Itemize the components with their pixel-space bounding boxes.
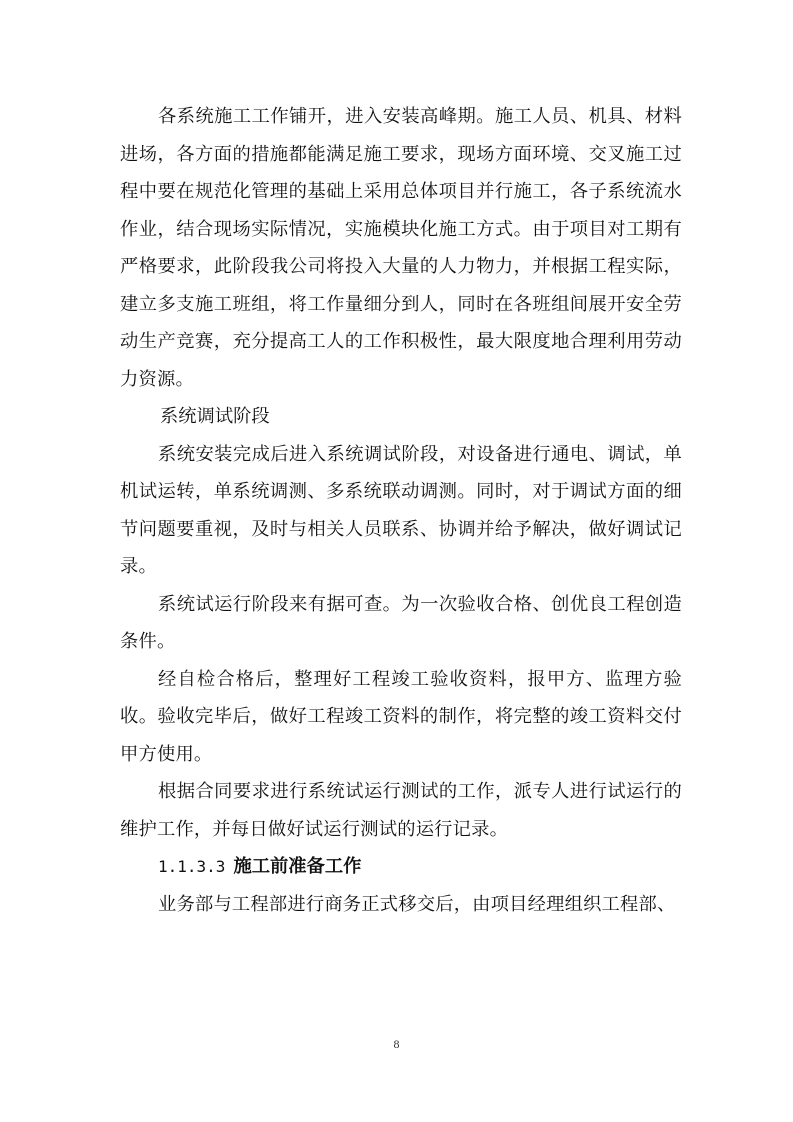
- paragraph-handover: 业务部与工程部进行商务正式移交后，由项目经理组织工程部、: [158, 893, 676, 915]
- section-heading: [120, 848, 682, 886]
- document-page: [120, 98, 682, 923]
- paragraph-system-debugging: 系统安装完成后进入系统调试阶段，对设备进行通电、调试，单机试运转，单系统调测、多系统联动调测。同时，对于调试方面的细节问题要重视，及时与相关人员联系、协调并给予解决，做好调试记录。: [120, 443, 682, 577]
- paragraph-acceptance: 经自检合格后，整理好工程竣工验收资料，报甲方、监理方验收。验收完毕后，做好工程竣工资料的制作，将完整的竣工资料交付甲方使用。: [120, 668, 682, 765]
- subheading-system-debugging: 系统调试阶段: [160, 406, 270, 427]
- paragraph-trial-run: 系统试运行阶段来有据可查。为一次验收合格、创优良工程创造条件。: [120, 593, 682, 652]
- paragraph-installation-peak: 各系统施工工作铺开，进入安装高峰期。施工人员、机具、材料进场，各方面的措施都能满足施工要求，现场方面环境、交叉施工过程中要在规范化管理的基础上采用总体项目并行施工，各子系统流水作业，结合现场实际情况，实施模块化施工方式。由于项目对工期有严格要求，此阶段我公司将投入大量的人力物力，并根据工程实际，建立多支施工班组，将工作量细分到人，同时在各班组间展开安全劳动生产竞赛，充分提高工人的工作积极性，最大限度地合理利用劳动力资源。: [120, 106, 682, 390]
- paragraph-trial-maintenance: 根据合同要求进行系统试运行测试的工作，派专人进行试运行的维护工作，并每日做好试运行测试的运行记录。: [120, 781, 682, 840]
- section-number: 1.1.3.3: [158, 857, 226, 876]
- section-title: 施工前准备工作: [233, 856, 362, 877]
- page-number: 8: [393, 1037, 400, 1051]
